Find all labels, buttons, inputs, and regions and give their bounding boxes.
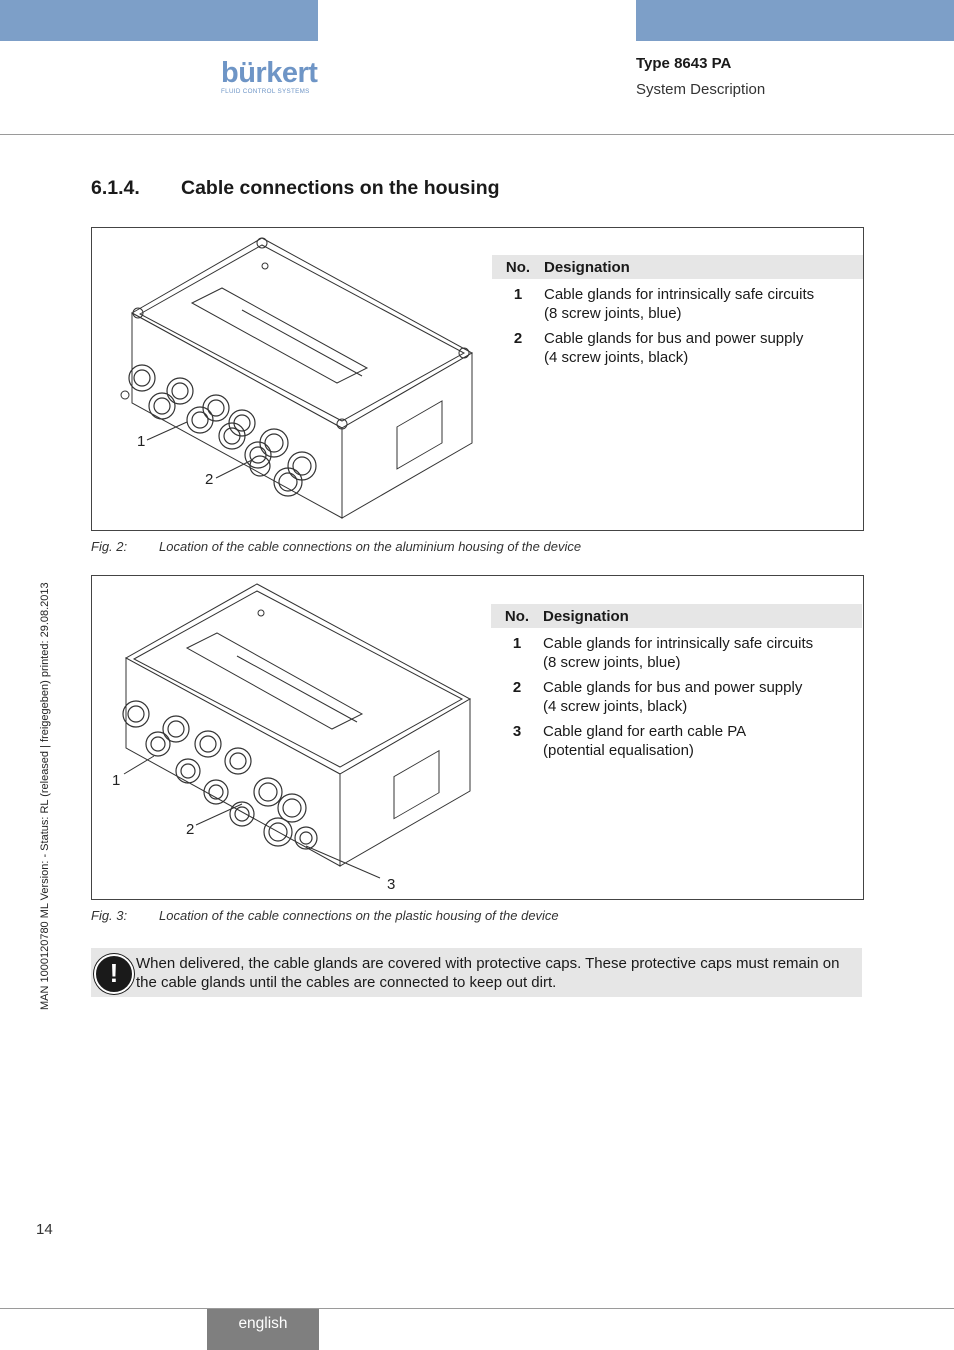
footer-divider: [0, 1308, 954, 1309]
header-bar-left: [0, 0, 318, 41]
document-meta-vertical: MAN 1000120780 ML Version: - Status: RL (released | freigegeben) printed: 29.08.2013: [39, 582, 51, 1010]
language-tab: english: [207, 1309, 319, 1350]
figure-caption: [91, 908, 559, 923]
figure-caption: [91, 539, 581, 554]
table-row: [491, 634, 862, 672]
caption-text: Location of the cable connections on the plastic housing of the device: [159, 908, 559, 923]
logo-word: bürkert: [221, 57, 318, 89]
exclamation-icon: !: [94, 954, 134, 994]
row-no: 2: [513, 330, 523, 347]
callout-2: 2: [186, 821, 195, 838]
col-designation: Designation: [544, 258, 630, 276]
note-text: When delivered, the cable glands are covered with protective caps. These protective caps must remain on the cable glands until the cables are connected to keep out dirt.: [136, 955, 840, 991]
caption-label: Fig. 3:: [91, 908, 128, 923]
table-header: [492, 255, 863, 279]
warning-note: [91, 948, 862, 997]
row-no: 3: [512, 723, 522, 740]
figure-plastic-housing: [91, 575, 864, 900]
col-designation: Designation: [543, 607, 629, 625]
row-designation: Cable glands for bus and power supply (4 screw joints, black): [544, 330, 804, 366]
callout-1: 1: [137, 433, 146, 450]
table-row: [492, 329, 863, 367]
section-title: Cable connections on the housing: [181, 177, 500, 199]
row-designation: Cable glands for bus and power supply (4 screw joints, black): [543, 679, 803, 715]
row-no: 2: [512, 679, 522, 696]
figure-aluminium-housing: [91, 227, 864, 531]
section-heading: [91, 177, 500, 200]
page-number: 14: [36, 1221, 53, 1238]
row-no: 1: [512, 635, 522, 652]
callout-2: 2: [205, 471, 214, 488]
row-designation: Cable glands for intrinsically safe circuits (8 screw joints, blue): [544, 286, 815, 322]
aluminium-housing-drawing: [92, 228, 492, 530]
header-divider: [0, 134, 954, 135]
table-row: [491, 722, 862, 760]
header-bar-right: [636, 0, 954, 41]
table-row: [492, 285, 863, 323]
caption-label: Fig. 2:: [91, 539, 128, 554]
section-number: 6.1.4.: [91, 177, 140, 199]
section-name: System Description: [636, 81, 766, 98]
row-designation: Cable gland for earth cable PA (potential equalisation): [543, 723, 747, 759]
col-no: No.: [504, 607, 530, 625]
callout-1: 1: [112, 772, 121, 789]
logo-tagline: FLUID CONTROL SYSTEMS: [221, 88, 310, 95]
table-row: [491, 678, 862, 716]
row-designation: Cable glands for intrinsically safe circuits (8 screw joints, blue): [543, 635, 814, 671]
table-header: [491, 604, 862, 628]
designation-table: [492, 255, 863, 367]
designation-table: [491, 604, 862, 760]
row-no: 1: [513, 286, 523, 303]
caption-text: Location of the cable connections on the aluminium housing of the device: [159, 539, 582, 554]
col-no: No.: [505, 258, 531, 276]
plastic-housing-drawing: [92, 576, 492, 899]
document-type: Type 8643 PA: [636, 55, 732, 72]
burkert-logo: [221, 58, 319, 95]
callout-3: 3: [387, 876, 396, 893]
